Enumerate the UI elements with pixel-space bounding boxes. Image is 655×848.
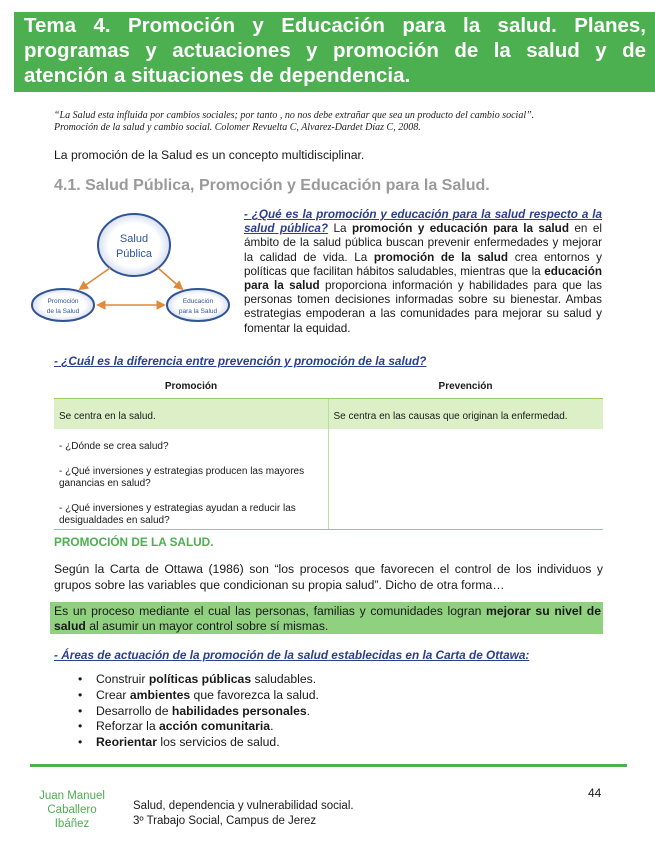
table-cell: [328, 429, 603, 530]
title-line: atención a situaciones de dependencia.: [24, 64, 411, 87]
quote-citation: Promoción de la salud y cambio social. Colomer Revuelta C, Alvarez-Dardet Díaz C, 2008.: [54, 122, 421, 133]
q1-question: - ¿Qué es la promoción y educación para la salud respecto a la salud pública?: [244, 208, 602, 236]
promocion-heading: PROMOCIÓN DE LA SALUD.: [54, 535, 214, 549]
epigraph-quote: [54, 110, 614, 134]
table-question: - ¿Qué inversiones y estrategias producen las mayores ganancias en salud?: [59, 466, 305, 489]
educacion-label: Educación: [182, 298, 214, 305]
salud-publica-label: Salud: [119, 233, 149, 245]
page-number: 44: [588, 786, 602, 800]
list-item: • Reforzar la acción comunitaria.: [78, 719, 319, 735]
definition-part: Es un proceso mediante el cual las personas, familias y comunidades logran: [54, 604, 487, 618]
salud-publica-node: [98, 214, 170, 276]
q1-text: proporciona información y habilidades para que las personas tomen decisiones informadas sobre su bienestar. Ambas estrategias empoderan a las comunidades para mejorar su salud y fomentar la equidad.: [244, 279, 602, 335]
q1-text: en el ámbito de la salud pública buscan prevenir enfermedades y mejorar la calidad de vida. La: [244, 222, 602, 264]
q1-bold: promoción y educación para la salud: [351, 222, 569, 236]
educacion-node: [167, 289, 229, 321]
definition-text: [54, 604, 601, 633]
definition-bold: mejorar su nivel de salud: [54, 604, 601, 633]
promocion-node: [32, 289, 94, 321]
author-line: Juan Manuel: [39, 790, 105, 802]
title-line: Tema 4. Promoción y Educación para la salud. Planes,: [24, 14, 646, 37]
comparison-table: [54, 374, 603, 530]
definition-part: al asumir un mayor control sobre sí mismas.: [85, 618, 329, 633]
q1-bold: promoción de la salud: [373, 250, 509, 264]
quote-text: “La Salud esta influida por cambios sociales; por tanto , no nos debe extrañar que sea un producto del cambio social”.: [54, 110, 535, 121]
list-item: • Crear ambientes que favorezca la salud.: [78, 688, 319, 704]
table-question: - ¿Dónde se crea salud?: [59, 441, 169, 452]
educacion-label: para la Salud: [178, 308, 218, 315]
list-item: • Reorientar los servicios de salud.: [78, 735, 319, 751]
table-cell: Se centra en la salud.: [54, 399, 328, 430]
arrow-to-educacion: [158, 268, 182, 289]
areas-list: [78, 672, 319, 751]
ottawa-paragraph: Según la Carta de Ottawa (1986) son “los procesos que favorecen el control de los individuos y grupos sobre las variables que condicionan su propia salud”. Dicho de otra forma…: [54, 562, 603, 592]
list-item: • Desarrollo de habilidades personales.: [78, 704, 319, 720]
author-line: Caballero: [47, 804, 97, 816]
q2-heading: - ¿Cuál es la diferencia entre prevención y promoción de la salud?: [54, 354, 427, 368]
title-line: programas y actuaciones y promoción de la salud y de: [24, 39, 646, 62]
section-heading: 4.1. Salud Pública, Promoción y Educación para la Salud.: [54, 177, 490, 194]
footer-divider: [30, 764, 627, 767]
promocion-label: de la Salud: [46, 308, 80, 315]
q1-text: crea entornos y políticas que facilitan hábitos saludables, mientras que la: [244, 250, 602, 278]
course-line: Salud, dependencia y vulnerabilidad social.: [133, 800, 354, 812]
salud-publica-label: Pública: [115, 248, 153, 260]
footer-course: [133, 799, 354, 829]
salud-publica-diagram: [30, 205, 235, 330]
table-cell: [54, 429, 328, 530]
q3-heading: - Áreas de actuación de la promoción de la salud establecidas en la Carta de Ottawa:: [54, 648, 530, 662]
q1-bold: educación para la salud: [244, 264, 602, 293]
footer-author: [30, 789, 114, 831]
table-cell: Se centra en las causas que originan la enfermedad.: [328, 399, 603, 430]
page-title: [24, 13, 646, 88]
table-header: Promoción: [54, 374, 328, 399]
q1-text: La: [328, 222, 352, 236]
author-line: Ibáñez: [54, 818, 90, 830]
promocion-label: Promoción: [47, 298, 79, 305]
table-question: - ¿Qué inversiones y estrategias ayudan a reducir las desigualdades en salud?: [59, 503, 296, 526]
intro-paragraph: La promoción de la Salud es un concepto multidisciplinar.: [54, 148, 365, 162]
arrow-to-promocion: [80, 268, 110, 289]
list-item: • Construir políticas públicas saludables.: [78, 672, 319, 688]
table-header: Prevención: [328, 374, 603, 399]
q1-paragraph: [244, 208, 602, 336]
course-line: 3º Trabajo Social, Campus de Jerez: [133, 815, 317, 827]
